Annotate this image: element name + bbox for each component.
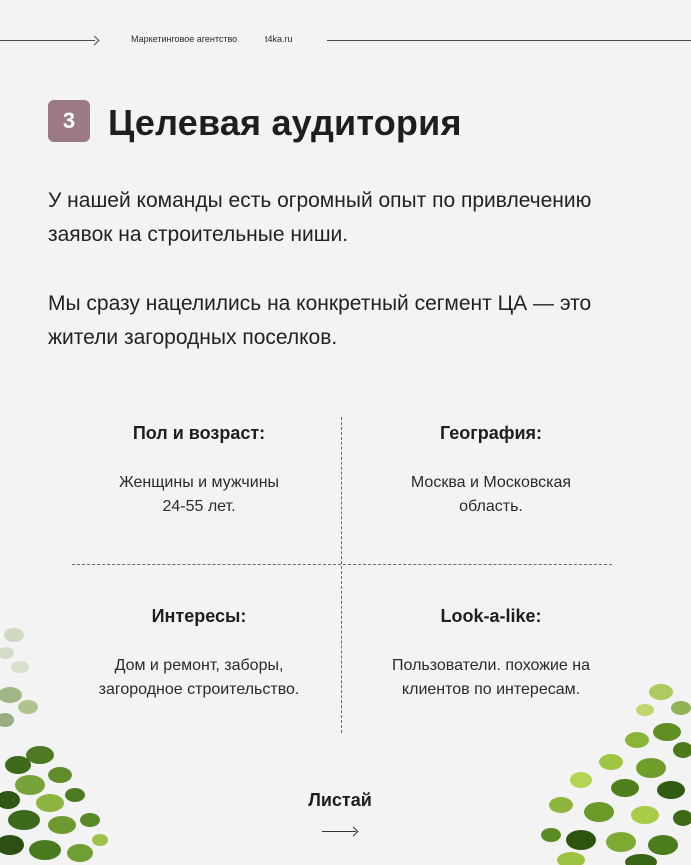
top-header-bar [0, 34, 691, 48]
intro-paragraph-1: У нашей команды есть огромный опыт по привлечению заявок на строительные ниши. [48, 189, 592, 246]
swipe-hint[interactable] [290, 788, 390, 836]
grid-cell-body [69, 471, 329, 519]
header-line-right [327, 40, 691, 41]
grid-cell-line: Женщины и мужчины [118, 474, 280, 491]
grid-cell-gender-age [69, 421, 329, 519]
page-title: Целевая аудитория [108, 102, 462, 143]
grid-cell-line: область. [459, 498, 523, 515]
swipe-label[interactable]: Листай [308, 790, 372, 810]
grid-cell-line: Дом и ремонт, заборы, [114, 657, 284, 674]
intro-paragraph-2: Мы сразу нацелились на конкретный сегмент ЦА — это жители загородных поселков. [48, 292, 592, 349]
grid-cell-line: Пользователи. похожие на [392, 657, 590, 674]
grid-cell-heading: Интересы: [151, 606, 247, 626]
audience-grid [72, 417, 612, 733]
grid-divider-vertical [341, 417, 342, 733]
grid-cell-heading: Пол и возраст: [132, 423, 266, 443]
arrow-right-icon[interactable] [322, 828, 358, 836]
grid-cell-line: клиентов по интересам. [401, 681, 581, 698]
grid-divider-horizontal [72, 564, 612, 565]
agency-name: Маркетинговое агентство [131, 34, 238, 44]
grid-cell-heading: Look-a-like: [440, 606, 542, 626]
grid-cell-line: загородное строительство. [98, 681, 300, 698]
site-link[interactable]: t4ka.ru [265, 34, 293, 44]
foliage-left-icon [0, 615, 110, 865]
grid-cell-body [361, 471, 621, 519]
header-arrow-icon [90, 36, 100, 46]
grid-cell-heading: География: [439, 423, 543, 443]
grid-cell-line: Москва и Московская [410, 474, 572, 491]
grid-cell-line: 24-55 лет. [162, 498, 236, 515]
header-line-left [0, 40, 95, 41]
foliage-right-icon [541, 680, 691, 865]
grid-cell-geography [361, 421, 621, 519]
section-number-badge: 3 [48, 100, 90, 142]
arrow-head [349, 827, 359, 837]
